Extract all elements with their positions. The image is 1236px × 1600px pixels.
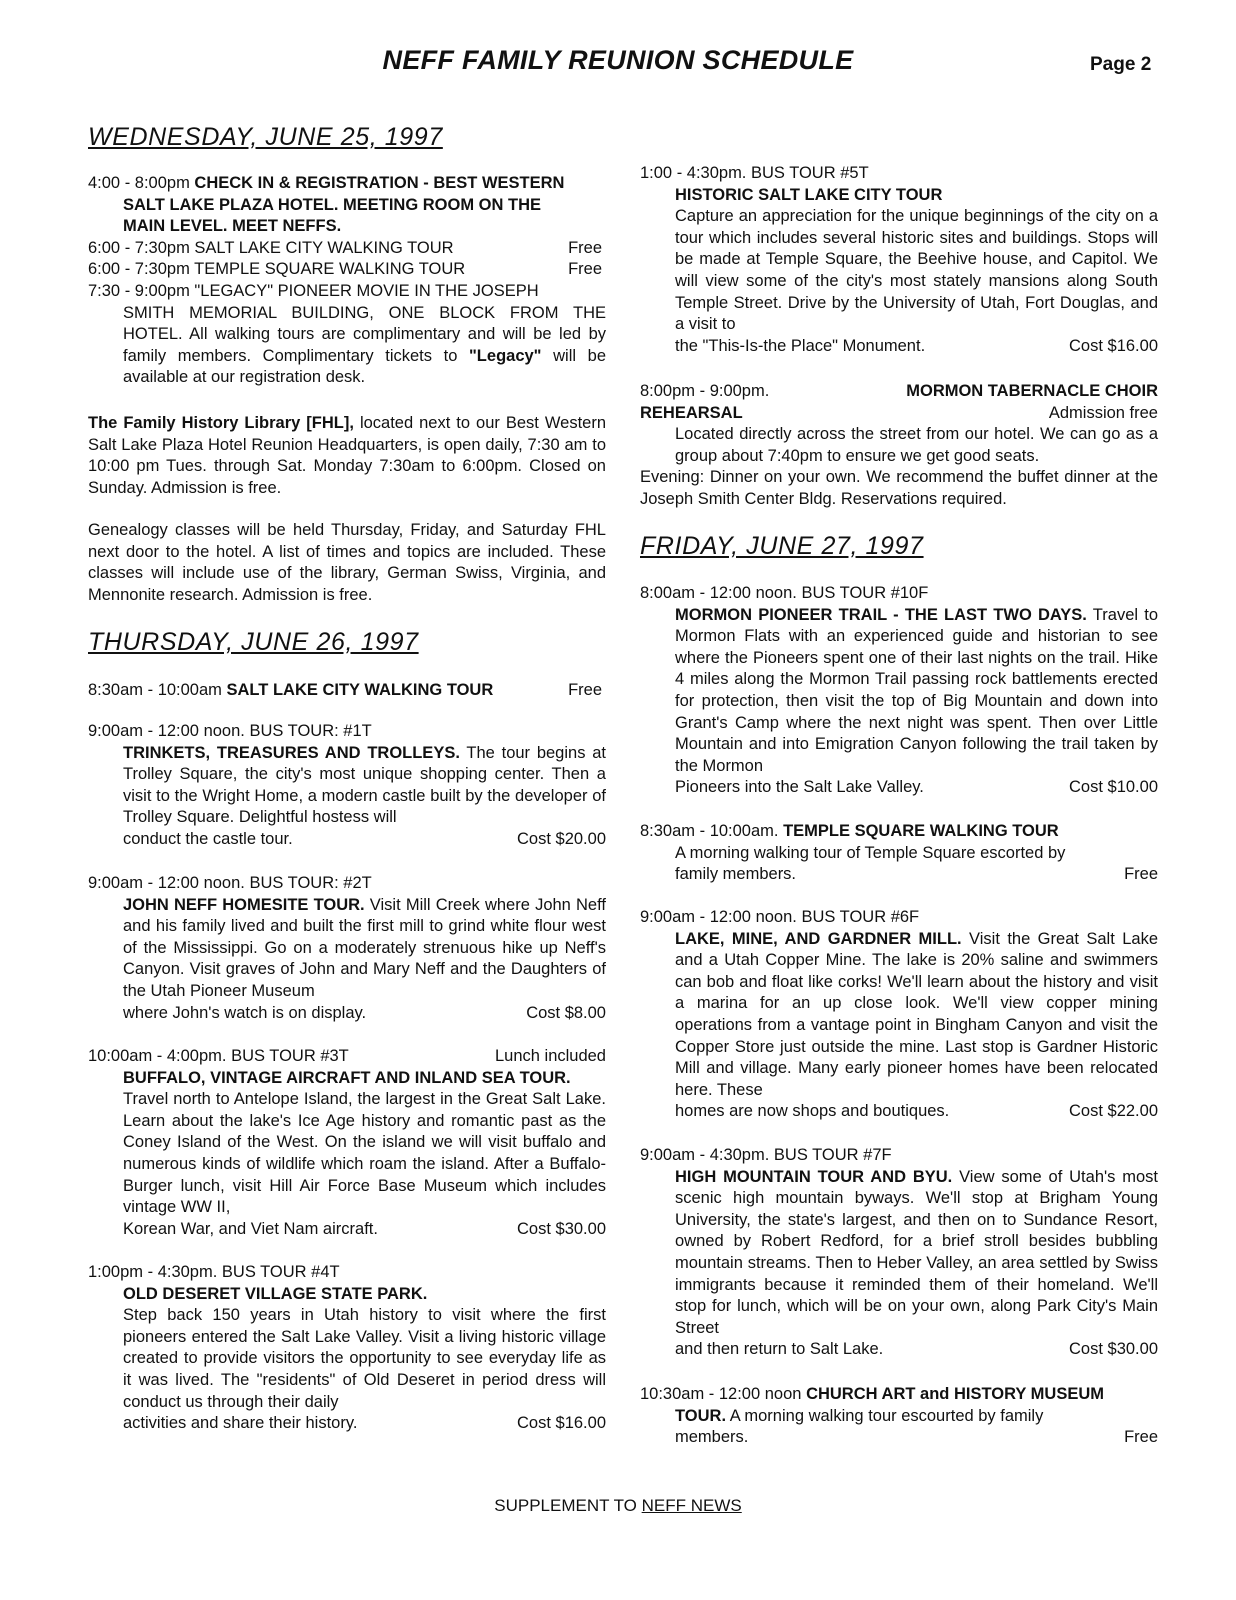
fhl-paragraph bbox=[88, 413, 606, 499]
museum-last: members. bbox=[675, 1428, 749, 1447]
tour-1t-last: conduct the castle tour. bbox=[123, 829, 293, 848]
museum-price: Free bbox=[1124, 1428, 1158, 1447]
tour-1t bbox=[88, 721, 606, 851]
fhl-bold: The Family History Library [FHL], bbox=[88, 414, 354, 432]
choir-text: Located directly across the street from our hotel. We can go as a group about 7:40pm to ensure we get good seats. bbox=[675, 425, 1158, 465]
walk2-name: TEMPLE SQUARE WALKING TOUR bbox=[194, 260, 466, 279]
tour-6f-head: 9:00am - 12:00 noon. BUS TOUR #6F bbox=[640, 908, 920, 926]
tour-10f-title: MORMON PIONEER TRAIL - THE LAST TWO DAYS. bbox=[675, 605, 1087, 624]
tour-6f bbox=[640, 907, 1158, 1123]
tour-4t-title: OLD DESERET VILLAGE STATE PARK. bbox=[123, 1284, 428, 1303]
tour-10f-last: Pioneers into the Salt Lake Valley. bbox=[675, 778, 924, 797]
page-number: Page 2 bbox=[1090, 54, 1152, 75]
tour-10f-text: Travel to Mormon Flats with an experienced guide and historian to see where the Pioneers spent one of their last nights on the trail. Hike 4 miles along the Mormon Trail passing rock battlements erected for protection, then visit the top of Big Mountain and down into Grant's Camp where the next night was spent. Then over Little Mountain and into Emigration Canyon following the trail taken by the Mormon bbox=[675, 605, 1158, 775]
walk1-time: 6:00 - 7:30pm bbox=[88, 238, 190, 257]
tour-3t-head: 10:00am - 4:00pm. BUS TOUR #3T bbox=[88, 1047, 349, 1065]
tour-4t-cost: Cost $16.00 bbox=[517, 1414, 606, 1433]
walking-tour-temple bbox=[88, 259, 606, 281]
tour-7f bbox=[640, 1145, 1158, 1361]
checkin-entry bbox=[88, 173, 606, 238]
genealogy-paragraph: Genealogy classes will be held Thursday, Friday, and Saturday FHL next door to the hotel. A list of times and topics are included. These classes will include use of the library, German Swiss, Virginia, and Mennonite research. Admission is free. bbox=[88, 521, 606, 604]
tour-7f-title: HIGH MOUNTAIN TOUR AND BYU. bbox=[675, 1167, 953, 1186]
tour-10f bbox=[640, 583, 1158, 799]
temple-last: family members. bbox=[675, 865, 797, 884]
tour-1t-cost: Cost $20.00 bbox=[517, 829, 606, 848]
tour-7f-cost: Cost $30.00 bbox=[1069, 1340, 1158, 1359]
fhl-text: located next to our Best Western Salt Lake Plaza Hotel Reunion Headquarters, is open daily, 7:30 am to 10:00 pm Tues. through Sat. Monday 7:30am to 6:00pm. Closed on Sunday. Admission is free. bbox=[88, 414, 606, 497]
choir-evening: Evening: Dinner on your own. We recommend the buffet dinner at the Joseph Smith Center Bldg. Reservations required. bbox=[640, 468, 1158, 508]
tour-6f-text: Visit the Great Salt Lake and a Utah Copper Mine. The lake is 20% saline and swimmers can bob and float like corks! We'll learn about the history and visit a marina for an up close look. We'll view copper mining operations from a vantage point in Bingham Canyon and visit the Copper Store just outside the mine. Last stop is Gardner Historic Mill and village. Many early pioneer homes have been relocated here. These bbox=[675, 929, 1158, 1099]
tour-10f-head: 8:00am - 12:00 noon. BUS TOUR #10F bbox=[640, 584, 929, 602]
thu-walk-price: Free bbox=[568, 681, 602, 699]
tour-5t-last: the "This-Is-the Place" Monument. bbox=[675, 336, 926, 355]
tour-5t-cost: Cost $16.00 bbox=[1069, 336, 1158, 355]
tour-7f-head: 9:00am - 4:30pm. BUS TOUR #7F bbox=[640, 1146, 892, 1164]
walking-tour-slc bbox=[88, 238, 606, 260]
tour-5t-text: Capture an appreciation for the unique beginnings of the city on a tour which includes several historic sites and buildings. Stops will be made at Temple Square, the Beehive house, and Capitol. We will view some of the city's most stately mansions along South Temple Street. Drive by the University of Utah, Fort Douglas, and a visit to bbox=[675, 207, 1158, 334]
movie-time: 7:30 - 9:00pm bbox=[88, 281, 190, 300]
tour-3t-title: BUFFALO, VINTAGE AIRCRAFT AND INLAND SEA TOUR. bbox=[123, 1068, 571, 1087]
museum-title1: CHURCH ART and HISTORY MUSEUM bbox=[806, 1385, 1104, 1403]
tour-10f-cost: Cost $10.00 bbox=[1069, 778, 1158, 797]
tour-3t-cost: Cost $30.00 bbox=[517, 1219, 606, 1238]
tour-2t-last: where John's watch is on display. bbox=[123, 1003, 367, 1022]
movie-line2: SMITH MEMORIAL BUILDING, ONE BLOCK FROM THE HOTEL. All walking tours are complimentary and will be led by family members. Complimentary tickets to bbox=[123, 303, 606, 365]
tour-3t bbox=[88, 1046, 606, 1240]
tour-6f-cost: Cost $22.00 bbox=[1069, 1102, 1158, 1121]
temple-square-tour bbox=[640, 821, 1158, 886]
movie-line1: "LEGACY" PIONEER MOVIE IN THE JOSEPH bbox=[194, 281, 539, 300]
tour-2t-cost: Cost $8.00 bbox=[526, 1003, 606, 1022]
checkin-line1: CHECK IN & REGISTRATION - BEST WESTERN bbox=[194, 174, 565, 192]
wednesday-events bbox=[88, 173, 606, 389]
choir-admission: Admission free bbox=[1048, 403, 1158, 422]
tour-4t bbox=[88, 1262, 606, 1435]
wednesday-heading: WEDNESDAY, JUNE 25, 1997 bbox=[88, 123, 443, 151]
tour-4t-last: activities and share their history. bbox=[123, 1414, 358, 1433]
choir-time: 8:00pm - 9:00pm. bbox=[640, 382, 770, 400]
tour-5t bbox=[640, 163, 1158, 357]
temple-price: Free bbox=[1124, 865, 1158, 884]
tour-1t-head: 9:00am - 12:00 noon. BUS TOUR: #1T bbox=[88, 722, 372, 740]
museum-title2: TOUR. bbox=[675, 1406, 727, 1425]
footer bbox=[0, 1496, 1236, 1516]
tour-1t-title: TRINKETS, TREASURES AND TROLLEYS. bbox=[123, 743, 460, 762]
tour-2t bbox=[88, 873, 606, 1024]
choir-entry bbox=[640, 381, 1158, 511]
tour-2t-text: Visit Mill Creek where John Neff and his family lived and built the first mill to grind white flour west of the Mississippi. Go on a moderately strenuous hike up Neff's Canyon. Visit graves of John and Mary Neff and the Daughters of the Utah Pioneer Museum bbox=[123, 895, 606, 1000]
page-title: NEFF FAMILY REUNION SCHEDULE bbox=[382, 45, 854, 75]
tour-3t-extra: Lunch included bbox=[494, 1047, 606, 1065]
checkin-time: 4:00 - 8:00pm bbox=[88, 174, 190, 192]
museum-tour bbox=[640, 1384, 1158, 1449]
walk2-time: 6:00 - 7:30pm bbox=[88, 260, 190, 279]
tour-6f-last: homes are now shops and boutiques. bbox=[675, 1102, 950, 1121]
walk1-name: SALT LAKE CITY WALKING TOUR bbox=[194, 238, 454, 257]
thursday-walking-tour bbox=[88, 680, 606, 702]
temple-text: A morning walking tour of Temple Square escorted by bbox=[675, 843, 1066, 862]
temple-title: TEMPLE SQUARE WALKING TOUR bbox=[783, 822, 1059, 840]
thu-walk-time: 8:30am - 10:00am bbox=[88, 681, 222, 699]
movie-entry bbox=[88, 281, 606, 389]
tour-2t-head: 9:00am - 12:00 noon. BUS TOUR: #2T bbox=[88, 874, 372, 892]
footer-neff-news: NEFF NEWS bbox=[641, 1496, 742, 1515]
thursday-heading: THURSDAY, JUNE 26, 1997 bbox=[88, 628, 419, 656]
temple-time: 8:30am - 10:00am. bbox=[640, 822, 779, 840]
tour-4t-text: Step back 150 years in Utah history to visit where the first pioneers entered the Salt Lake Valley. Visit a living historic village created to provide visitors the opportunity to see everyday life as it was lived. The "residents" of Old Deseret in period dress will conduct us through their daily bbox=[123, 1306, 606, 1411]
choir-title2: REHEARSAL bbox=[640, 403, 743, 422]
tour-2t-title: JOHN NEFF HOMESITE TOUR. bbox=[123, 895, 365, 914]
tour-4t-head: 1:00pm - 4:30pm. BUS TOUR #4T bbox=[88, 1263, 340, 1281]
friday-heading: FRIDAY, JUNE 27, 1997 bbox=[640, 532, 924, 560]
movie-legacy: "Legacy" bbox=[468, 346, 542, 365]
movie-line3: will be available at our registration desk. bbox=[123, 346, 606, 387]
tour-5t-head: 1:00 - 4:30pm. BUS TOUR #5T bbox=[640, 164, 869, 182]
tour-3t-last: Korean War, and Viet Nam aircraft. bbox=[123, 1219, 378, 1238]
footer-text: SUPPLEMENT TO bbox=[494, 1496, 642, 1515]
tour-6f-title: LAKE, MINE, AND GARDNER MILL. bbox=[675, 929, 962, 948]
tour-1t-text: The tour begins at Trolley Square, the city's most unique shopping center. Then a visit to the Wright Home, a modern castle built by the developer of Trolley Square. Delightful hostess will bbox=[123, 743, 606, 827]
checkin-line3: MAIN LEVEL. MEET NEFFS. bbox=[123, 217, 342, 236]
tour-5t-title: HISTORIC SALT LAKE CITY TOUR bbox=[675, 185, 943, 204]
tour-7f-text: View some of Utah's most scenic high mountain byways. We'll stop at Brigham Young University, the state's largest, and then on to Sundance Resort, owned by Robert Redford, for a brief stroll besides bubbling mountain streams. Then to Heber Valley, an area settled by Swiss immigrants because it reminded them of their homeland. We'll stop for lunch, which will be on your own, along Park City's Main Street bbox=[675, 1167, 1158, 1337]
choir-title1: MORMON TABERNACLE CHOIR bbox=[906, 382, 1158, 400]
walk1-price: Free bbox=[568, 238, 602, 257]
tour-3t-text: Travel north to Antelope Island, the largest in the Great Salt Lake. Learn about the lake's Ice Age history and romantic past as the Coney Island of the West. On the island we will visit buffalo and numerous kinds of wildlife which roam the island. After a Buffalo-Burger lunch, visit Hill Air Force Base Museum which includes vintage WW II, bbox=[123, 1090, 606, 1217]
museum-text: A morning walking tour escourted by family bbox=[726, 1406, 1044, 1425]
tour-7f-last: and then return to Salt Lake. bbox=[675, 1340, 884, 1359]
thu-walk-name: SALT LAKE CITY WALKING TOUR bbox=[226, 681, 494, 699]
museum-time: 10:30am - 12:00 noon bbox=[640, 1385, 802, 1403]
walk2-price: Free bbox=[568, 260, 602, 279]
checkin-line2: SALT LAKE PLAZA HOTEL. MEETING ROOM ON THE bbox=[123, 195, 541, 214]
